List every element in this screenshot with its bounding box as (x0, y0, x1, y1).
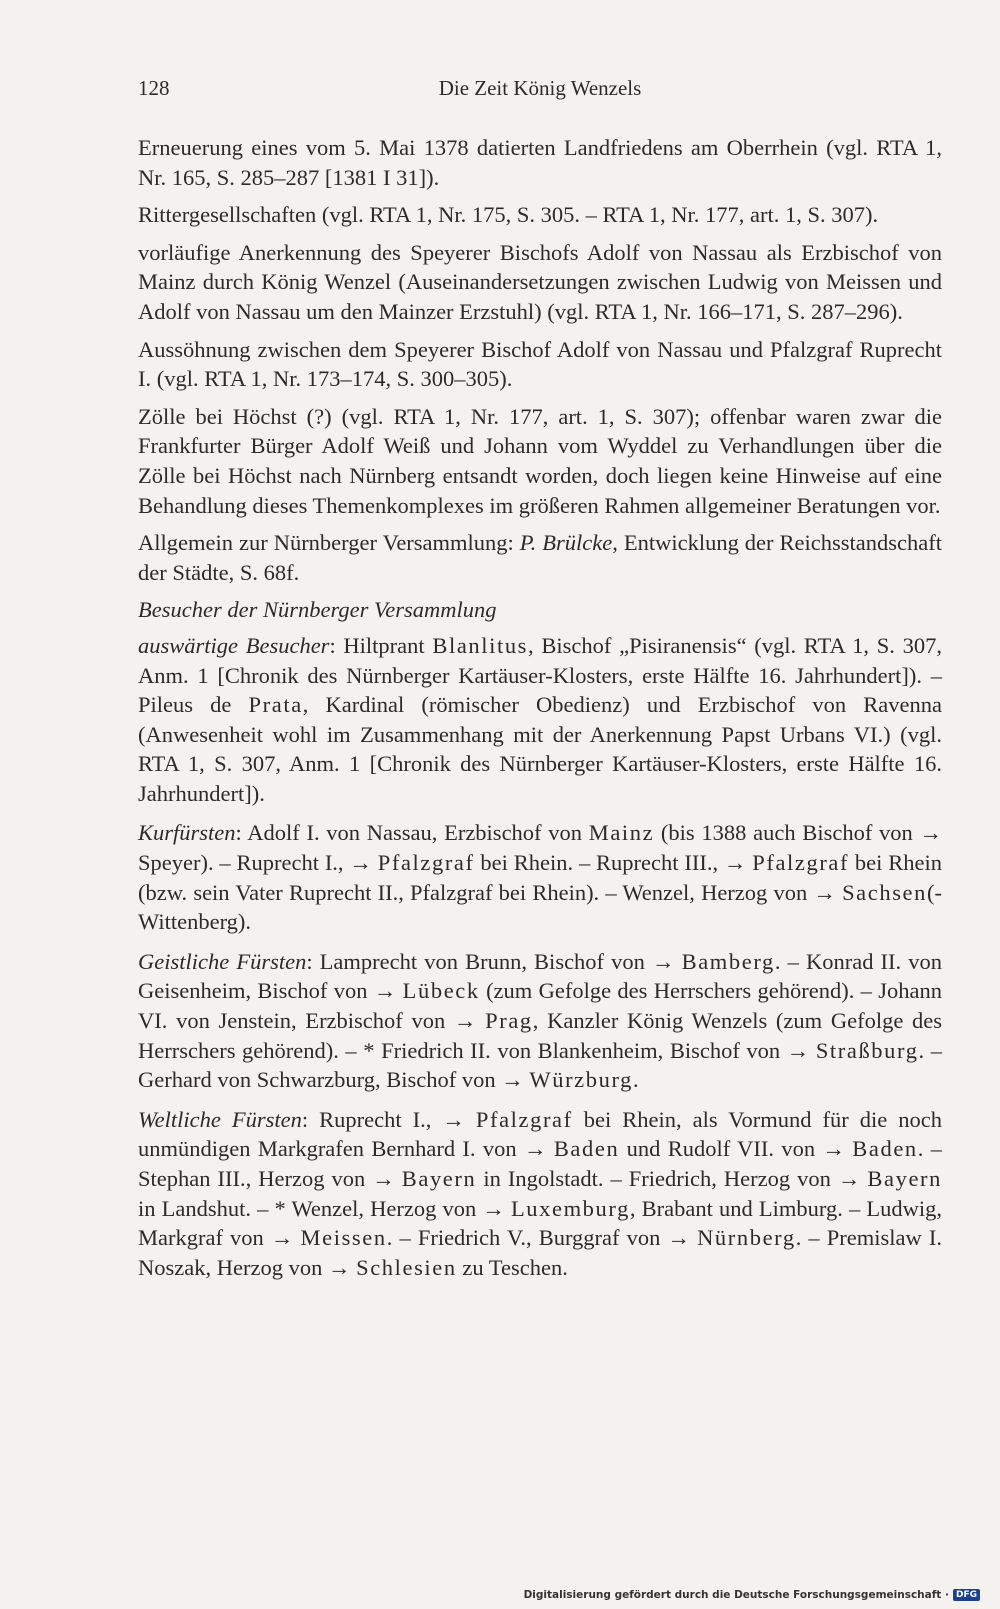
text: . – Gerhard von Schwarzburg, Bischof von → (138, 1037, 942, 1093)
electors-entry (138, 818, 942, 936)
spaced-name: Pfalzgraf (475, 1106, 573, 1132)
spaced-name: Bamberg (681, 948, 775, 974)
text: in Landshut. – * Wenzel, Herzog von → (138, 1195, 511, 1221)
text: und Rudolf VII. von → (619, 1136, 853, 1162)
dfg-logo: DFG (953, 1589, 980, 1601)
text: : Hiltprant (329, 632, 433, 658)
spaced-name: Lübeck (402, 978, 480, 1004)
text: : Ruprecht I., → (301, 1106, 476, 1132)
text: in Ingolstadt. – Friedrich, Herzog von → (476, 1166, 868, 1191)
entry-label: Kurfürsten (138, 820, 236, 846)
text: (bis 1388 auch Bischof von → Speyer). – Ruprecht I., → (138, 820, 942, 876)
text: . – Stephan III., Herzog von → (138, 1136, 942, 1191)
page-header (138, 76, 942, 106)
text: , Kardinal (römischer Obedienz) und Erzbischof von Ravenna (Anwesenheit wohl im Zusammenhang mit der Anerkennung Papst Urbans VI.) (vgl. RTA 1, S. 307, Anm. 1 [Chronik des Nürnberger Kartäuser-Klosters, erste Hälfte 16. Jahrhundert]). (138, 692, 942, 806)
spaced-name: Schlesien (356, 1254, 457, 1280)
spaced-name: Blanlitus (432, 632, 529, 658)
paragraph: Aussöhnung zwischen dem Speyerer Bischof Adolf von Nassau und Pfalzgraf Ruprecht I. (vgl. RTA 1, Nr. 173–174, S. 300–305). (138, 336, 942, 392)
section-heading-text: Besucher der Nürnberger Versammlung (138, 597, 497, 623)
entry-label: Geistliche Fürsten (138, 948, 307, 974)
text: . (633, 1067, 639, 1093)
text: : Lamprecht von Brunn, Bischof von → (306, 948, 682, 974)
entry-label: Weltliche Fürsten (138, 1106, 302, 1132)
spaced-name: Prag (485, 1008, 533, 1034)
paragraph (138, 528, 942, 587)
digitization-footer (524, 1589, 980, 1601)
secular-entry (138, 1105, 942, 1283)
spaced-name: Nürnberg (697, 1225, 796, 1251)
clergy-entry (138, 947, 942, 1095)
spaced-name: Luxemburg (510, 1195, 630, 1221)
text: , Brabant und Limburg. – Ludwig, Markgraf von → (138, 1195, 942, 1251)
spaced-name: Pfalzgraf (377, 850, 475, 876)
text: , Bischof „Pisiranensis“ (vgl. RTA 1, S. 307, Anm. 1 [Chronik des Nürnberger Kartäuser-Klosters, erste Hälfte 16. Jahrhundert]). – Pileus de (138, 632, 942, 718)
page-body (138, 133, 942, 1288)
text: (zum Gefolge des Herrschers gehörend). – Johann VI. von Jenstein, Erzbischof von → (138, 978, 942, 1034)
spaced-name: Bayern (401, 1166, 477, 1191)
spaced-name: Prata (248, 692, 303, 718)
footer-text: Digitalisierung gefördert durch die Deutsche Forschungsgemeinschaft · (523, 1589, 949, 1601)
section-heading (138, 595, 942, 625)
text: bei Rhein (bzw. sein Vater Ruprecht II., Pfalzgraf bei Rhein). – Wenzel, Herzog von → (138, 850, 942, 905)
spaced-name: Baden (553, 1136, 620, 1162)
spaced-name: Sachsen (842, 879, 927, 905)
spaced-name: Pfalzgraf (752, 850, 850, 876)
text: bei Rhein. – Ruprecht III., → (474, 850, 753, 876)
text: . – Konrad II. von Geisenheim, Bischof von → (138, 948, 943, 1004)
text: zu Teschen. (456, 1254, 568, 1280)
text: . – Premislaw I. Noszak, Herzog von → (138, 1225, 942, 1280)
paragraph: vorläufige Anerkennung des Speyerer Bischofs Adolf von Nassau als Erzbischof von Mainz durch König Wenzel (Auseinandersetzungen zwischen Ludwig von Meissen und Adolf von Nassau um den Mainzer Erzstuhl) (vgl. RTA 1, Nr. 166–171, S. 287–296). (138, 239, 942, 324)
spaced-name: Baden (852, 1136, 918, 1162)
visitors-entry (138, 631, 942, 809)
author-name: P. Brülcke (519, 530, 613, 556)
text: bei Rhein, als Vormund für die noch unmündigen Markgrafen Bernhard I. von → (138, 1106, 942, 1162)
text: : Adolf I. von Nassau, Erzbischof von (235, 820, 589, 846)
paragraph: Zölle bei Höchst (?) (vgl. RTA 1, Nr. 177, art. 1, S. 307); offenbar waren zwar die Frankfurter Bürger Adolf Weiß und Johann vom Wyddel zu Verhandlungen über die Zölle bei Höchst nach Nürnberg entsandt worden, doch liegen keine Hinweise auf eine Behandlung dieses Themenkomplexes im größeren Rahmen allgemeiner Beratungen vor. (138, 403, 942, 518)
text: Allgemein zur Nürnberger Versammlung: (138, 530, 520, 556)
spaced-name: Würzburg (529, 1067, 633, 1093)
entry-label: auswärtige Besucher (138, 632, 330, 658)
page-number: 128 (138, 76, 170, 100)
spaced-name: Straßburg (815, 1037, 919, 1063)
text: , Entwicklung der Reichsstandschaft der Städte, S. 68f. (138, 530, 942, 585)
spaced-name: Bayern (867, 1166, 942, 1191)
paragraph: Erneuerung eines vom 5. Mai 1378 datierten Landfriedens am Oberrhein (vgl. RTA 1, Nr. 165, S. 285–287 [1381 I 31]). (138, 135, 942, 190)
text: . – Friedrich V., Burggraf von → (386, 1225, 698, 1251)
spaced-name: Meissen (300, 1225, 387, 1251)
text: , Kanzler König Wenzels (zum Gefolge des Herrschers gehörend). – * Friedrich II. von Blankenheim, Bischof von → (138, 1008, 942, 1063)
text: (-Wittenberg). (138, 879, 942, 935)
spaced-name: Mainz (588, 820, 655, 846)
running-title: Die Zeit König Wenzels (438, 76, 642, 100)
paragraph: Rittergesellschaften (vgl. RTA 1, Nr. 175, S. 305. – RTA 1, Nr. 177, art. 1, S. 307). (138, 202, 879, 228)
